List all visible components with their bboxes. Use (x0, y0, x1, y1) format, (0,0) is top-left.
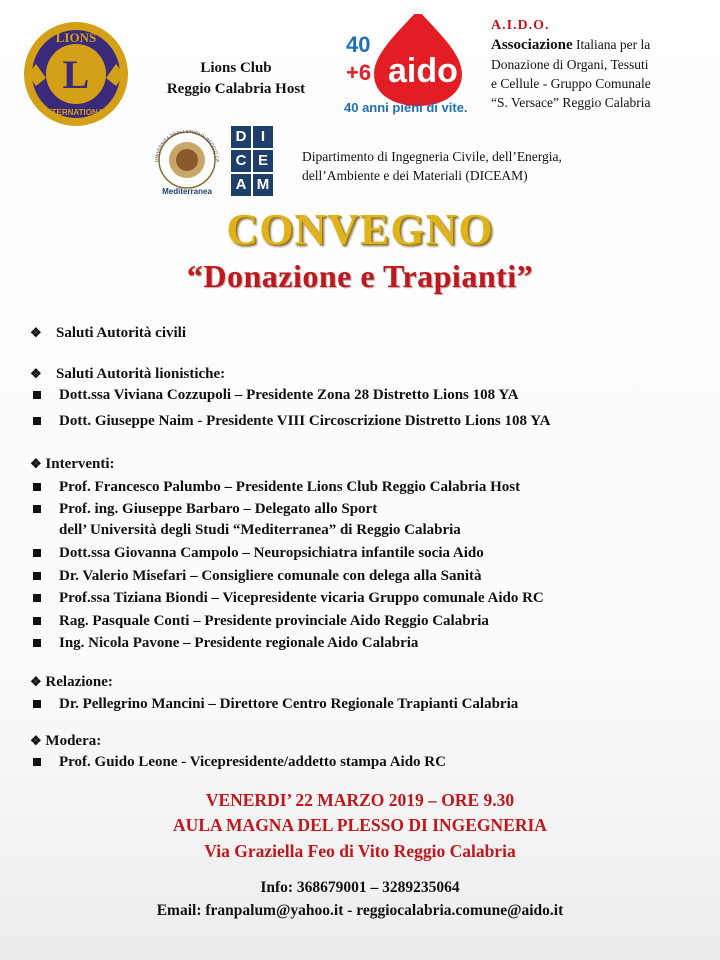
list-item-text: Dott. Giuseppe Naim - Presidente VIII Circoscrizione Distretto Lions 108 YA (59, 413, 551, 429)
square-bullet-icon (33, 594, 41, 602)
aido-line3: e Cellule - Gruppo Comunale (491, 76, 651, 91)
list-item (30, 613, 489, 630)
lions-club-line1: Lions Club (200, 60, 272, 76)
diamond-bullet-icon: ❖ (30, 733, 42, 748)
page-title: CONVEGNO (226, 205, 494, 254)
diceam-cell: A (231, 174, 251, 196)
list-item (30, 568, 481, 585)
aido-line1-rest: Italiana per la (572, 37, 651, 52)
list-item-text: Dott.ssa Giovanna Campolo – Neuropsichiatra infantile socia Aido (59, 545, 484, 561)
diceam-cell: E (253, 150, 273, 172)
program-interventi-label (30, 456, 115, 473)
university-caption: Mediterranea (162, 187, 212, 196)
square-bullet-icon (33, 700, 41, 708)
university-ring-text: UNIVERSITÀ DEGLI STUDI DI REGGIO CA (153, 128, 221, 163)
program-saluti-lionistiche (30, 366, 225, 383)
program-modera-label (30, 733, 101, 750)
aido-logo-num-bottom: +6 (346, 60, 372, 85)
lions-logo (22, 20, 130, 128)
diceam-line1: Dipartimento di Ingegneria Civile, dell’Energia, (302, 149, 562, 164)
lions-logo-letter: L (62, 52, 90, 97)
program-relazione-label-text: Relazione: (45, 674, 113, 690)
diceam-cell: C (231, 150, 251, 172)
page-subtitle: “Donazione e Trapianti” (186, 258, 534, 294)
square-bullet-icon (33, 549, 41, 557)
program-saluti-civili-text: Saluti Autorità civili (56, 325, 187, 341)
contact-info: Info: 368679001 – 3289235064 (260, 879, 460, 896)
list-item-text: Dr. Valerio Misefari – Consigliere comunale con delega alla Sanità (59, 568, 482, 584)
list-item (30, 635, 418, 652)
aido-line4: “S. Versace” Reggio Calabria (491, 95, 651, 110)
list-item (30, 754, 446, 771)
diamond-bullet-icon: ❖ (30, 325, 42, 340)
list-item-text: Prof.ssa Tiziana Biondi – Vicepresidente vicaria Gruppo comunale Aido RC (59, 590, 544, 606)
square-bullet-icon (33, 758, 41, 766)
diceam-logo (231, 126, 297, 198)
diceam-line2: dell’Ambiente e dei Materiali (DICEAM) (302, 168, 528, 183)
square-bullet-icon (33, 505, 41, 513)
lions-logo-bottom-text: INTERNATIONAL (43, 108, 109, 117)
list-item-text: Ing. Nicola Pavone – Presidente regionale Aido Calabria (59, 635, 419, 651)
aido-line2: Donazione di Organi, Tessuti (491, 57, 649, 72)
list-item (30, 545, 484, 562)
program-relazione-label (30, 674, 113, 691)
square-bullet-icon (33, 391, 41, 399)
diceam-description (302, 147, 632, 185)
diceam-cell: D (231, 126, 251, 148)
list-item-text: Rag. Pasquale Conti – Presidente provinciale Aido Reggio Calabria (59, 613, 489, 629)
event-date: VENERDI’ 22 MARZO 2019 – ORE 9.30 (205, 790, 515, 810)
aido-tagline: 40 anni pieni di vite. (344, 100, 468, 115)
list-item-text: Dr. Pellegrino Mancini – Direttore Centro Regionale Trapianti Calabria (59, 696, 519, 712)
diamond-bullet-icon: ❖ (30, 366, 42, 381)
list-item (30, 387, 519, 404)
square-bullet-icon (33, 617, 41, 625)
square-bullet-icon (33, 483, 41, 491)
list-item (30, 590, 544, 607)
diamond-bullet-icon: ❖ (30, 674, 42, 689)
aido-assoc-word: Associazione (491, 37, 573, 53)
list-item-continuation: dell’ Università degli Studi “Mediterranea” di Reggio Calabria (59, 522, 461, 538)
list-item-text: Dott.ssa Viviana Cozzupoli – Presidente Zona 28 Distretto Lions 108 YA (59, 387, 519, 403)
square-bullet-icon (33, 417, 41, 425)
aido-name: A.I.D.O. (491, 18, 550, 33)
list-item (30, 501, 377, 518)
contact-email: Email: franpalum@yahoo.it - reggiocalabria.comune@aido.it (156, 902, 564, 919)
aido-description (491, 16, 713, 112)
square-bullet-icon (33, 572, 41, 580)
lions-club-title (136, 58, 336, 100)
list-item (30, 696, 518, 713)
diamond-bullet-icon: ❖ (30, 456, 42, 471)
university-logo (148, 124, 226, 198)
program-saluti-lionistiche-text: Saluti Autorità lionistiche: (56, 366, 226, 382)
program-interventi-label-text: Interventi: (45, 456, 115, 472)
program-modera-label-text: Modera: (45, 733, 102, 749)
lions-club-line2: Reggio Calabria Host (166, 81, 306, 97)
aido-line1 (491, 35, 713, 55)
diceam-cell: I (253, 126, 273, 148)
lions-logo-top-text: LIONS (55, 30, 97, 45)
square-bullet-icon (33, 639, 41, 647)
event-address: Via Graziella Feo di Vito Reggio Calabria (204, 841, 516, 861)
list-item-text: Prof. Guido Leone - Vicepresidente/addetto stampa Aido RC (59, 754, 446, 770)
diceam-cell: M (253, 174, 273, 196)
list-item (30, 413, 551, 430)
aido-logo-num-top: 40 (346, 32, 371, 57)
list-item-text: Prof. Francesco Palumbo – Presidente Lions Club Reggio Calabria Host (59, 479, 521, 495)
event-place: AULA MAGNA DEL PLESSO DI INGEGNERIA (173, 815, 547, 835)
list-item (30, 479, 520, 496)
list-item-text: Prof. ing. Giuseppe Barbaro – Delegato allo Sport (59, 501, 378, 517)
program-saluti-civili (30, 325, 186, 342)
aido-logo-word: aido (388, 52, 458, 90)
